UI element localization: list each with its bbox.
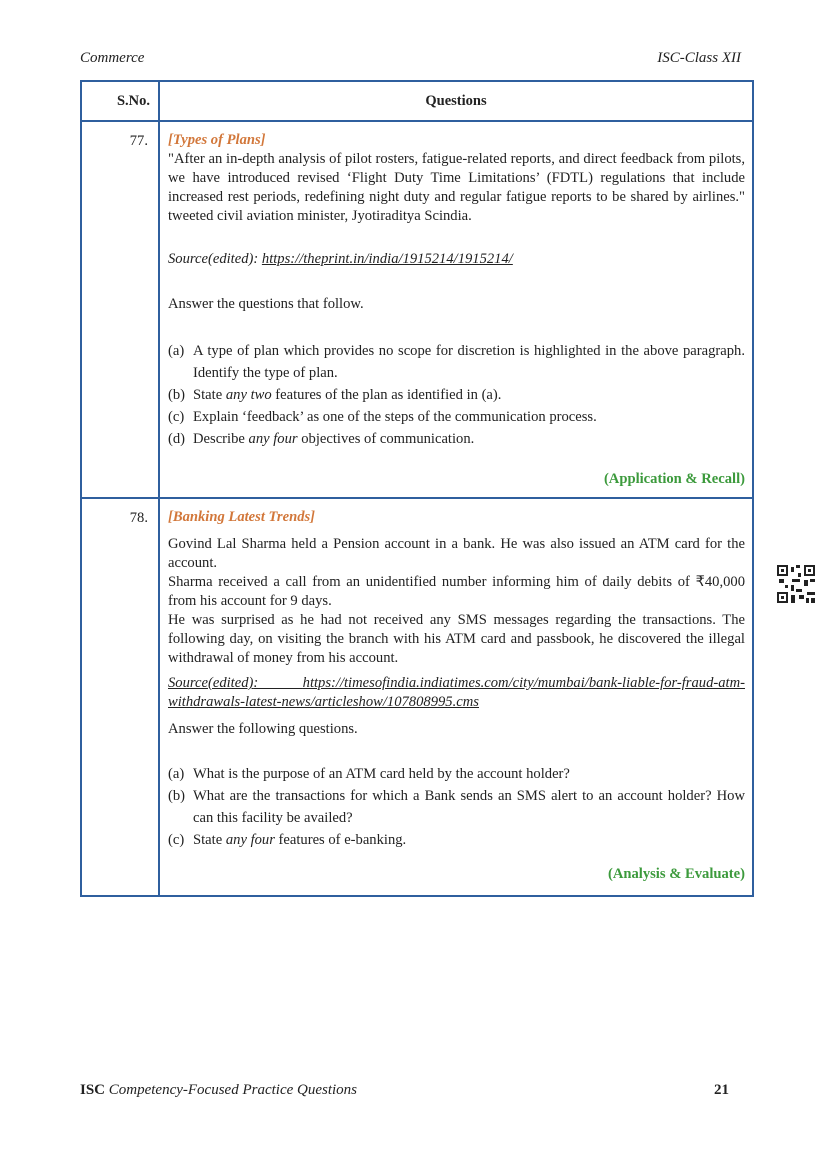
table-row [81,498,753,896]
sub-text: What are the transactions for which a Bank sends an SMS alert to an account holder? How can this facility be availed? [193,788,745,826]
footer-subtitle: Competency-Focused Practice Questions [108,1082,358,1098]
col-questions-header: Questions [159,81,753,121]
question-topic: [Types of Plans] [168,132,266,148]
sub-question [168,763,745,785]
footer-brand: ISC [80,1082,106,1098]
sub-question [168,829,745,851]
sub-text: State [193,832,226,848]
sub-questions [168,340,745,450]
sub-question [168,785,745,829]
passage: Govind Lal Sharma held a Pension account in a bank. He was also issued an ATM card for the account. [168,536,745,571]
header-class: ISC-Class XII [657,50,741,66]
table-row [81,121,753,498]
passage: "After an in-depth analysis of pilot rosters, fatigue-related reports, and direct feedback from pilots, we have introduced revised ‘Flight Duty Time Limitations’ (FDTL) regulations that include increased rest periods, redefining night duty and regular fatigue reports to be shared by airlines." tweeted civil aviation minister, Jyotiraditya Scindia. [168,151,745,224]
sub-label: (c) [168,832,185,848]
sub-questions [168,763,745,851]
sub-text: What is the purpose of an ATM card held by the account holder? [193,766,570,782]
sub-text: features of e-banking. [274,832,407,848]
source: Source(edited): https://theprint.in/india/1915214/1915214/ [168,251,513,267]
sub-question [168,340,745,384]
sub-text: A type of plan which provides no scope for discretion is highlighted in the above paragraph. Identify the type of plan. [193,343,745,381]
qr-code-icon[interactable] [777,565,815,603]
bloom-level: (Application & Recall) [603,471,745,487]
passage: He was surprised as he had not received any SMS messages regarding the transactions. The following day, on visiting the branch with his ATM card and passbook, he discovered the illegal withdrawal of money from his account. [168,612,745,666]
sub-text: Explain ‘feedback’ as one of the steps of the communication process. [193,409,597,425]
question-topic: [Banking Latest Trends] [168,509,316,525]
source-link[interactable]: https://theprint.in/india/1915214/1915214/ [261,251,513,267]
source-label: Source(edited) [168,251,254,267]
sub-text: features of the plan as identified in (a). [271,387,502,403]
sub-label: (d) [168,431,186,447]
header-subject: Commerce [80,50,145,66]
sub-emphasis: any four [225,832,275,848]
questions-table [80,80,754,897]
sub-label: (b) [168,387,186,403]
sub-question [168,384,745,406]
source: Source(edited): https://timesofindia.indiatimes.com/city/mumbai/bank-liable-for-fraud-atm-withdrawals-latest-news/articleshow/107808995.cms [168,675,745,710]
source-link[interactable]: https://timesofindia.indiatimes.com/city/mumbai/bank-liable-for-fraud-atm-withdrawals-latest-news/articleshow/107808995.cms [168,675,745,710]
page-number: 21 [714,1082,729,1098]
sub-question [168,428,745,450]
sub-label: (a) [168,343,185,359]
sub-emphasis: any four [248,431,298,447]
question-number: 78. [81,498,159,896]
sub-question [168,406,745,428]
passage: Sharma received a call from an unidentified number informing him of daily debits of ₹40,000 from his account for 9 days. [168,574,745,609]
sub-text: Describe [193,431,249,447]
question-cell [159,121,753,498]
question-number: 77. [81,121,159,498]
instruction: Answer the following questions. [168,721,358,737]
col-sno-header: S.No. [81,81,159,121]
sub-text: objectives of communication. [297,431,475,447]
bloom-level: (Analysis & Evaluate) [607,866,745,882]
sub-emphasis: any two [225,387,272,403]
question-cell [159,498,753,896]
footer-title [80,1082,357,1099]
source-label: Source(edited) [168,675,254,691]
sub-label: (a) [168,766,185,782]
sub-label: (c) [168,409,185,425]
instruction: Answer the questions that follow. [168,296,364,312]
sub-text: State [193,387,226,403]
table-header-row [81,81,753,121]
sub-label: (b) [168,788,186,804]
